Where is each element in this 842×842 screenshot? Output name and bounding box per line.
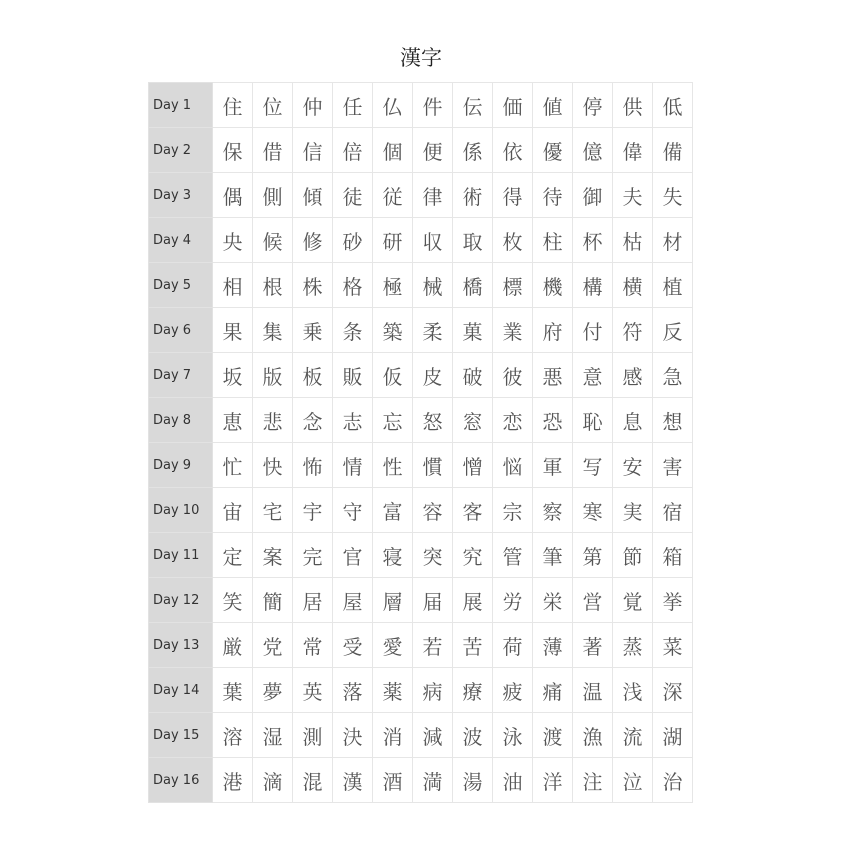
kanji-cell: 湯: [453, 758, 493, 803]
kanji-cell: 破: [453, 353, 493, 398]
kanji-cell: 温: [573, 668, 613, 713]
kanji-cell: 療: [453, 668, 493, 713]
kanji-table-body: [149, 83, 693, 803]
kanji-cell: 情: [333, 443, 373, 488]
kanji-cell: 箱: [653, 533, 693, 578]
kanji-cell: 快: [253, 443, 293, 488]
kanji-cell: 洋: [533, 758, 573, 803]
day-label: Day 8: [149, 398, 213, 443]
kanji-cell: 乗: [293, 308, 333, 353]
kanji-cell: 党: [253, 623, 293, 668]
kanji-cell: 側: [253, 173, 293, 218]
kanji-cell: 傾: [293, 173, 333, 218]
kanji-cell: 横: [613, 263, 653, 308]
kanji-cell: 業: [493, 308, 533, 353]
kanji-cell: 英: [293, 668, 333, 713]
kanji-cell: 痛: [533, 668, 573, 713]
kanji-cell: 泳: [493, 713, 533, 758]
kanji-cell: 恵: [213, 398, 253, 443]
table-row: [149, 128, 693, 173]
kanji-cell: 修: [293, 218, 333, 263]
kanji-cell: 荷: [493, 623, 533, 668]
day-label: Day 2: [149, 128, 213, 173]
kanji-cell: 失: [653, 173, 693, 218]
kanji-cell: 溶: [213, 713, 253, 758]
day-label: Day 1: [149, 83, 213, 128]
kanji-cell: 任: [333, 83, 373, 128]
table-row: [149, 308, 693, 353]
kanji-cell: 忙: [213, 443, 253, 488]
kanji-cell: 夫: [613, 173, 653, 218]
kanji-cell: 恋: [493, 398, 533, 443]
kanji-cell: 第: [573, 533, 613, 578]
kanji-cell: 厳: [213, 623, 253, 668]
kanji-cell: 従: [373, 173, 413, 218]
page-title: 漢字: [400, 46, 442, 70]
day-label: Day 5: [149, 263, 213, 308]
kanji-cell: 挙: [653, 578, 693, 623]
kanji-cell: 宿: [653, 488, 693, 533]
kanji-cell: 察: [533, 488, 573, 533]
kanji-cell: 件: [413, 83, 453, 128]
kanji-cell: 漢: [333, 758, 373, 803]
kanji-cell: 仏: [373, 83, 413, 128]
kanji-cell: 展: [453, 578, 493, 623]
kanji-cell: 反: [653, 308, 693, 353]
kanji-cell: 薄: [533, 623, 573, 668]
kanji-cell: 葉: [213, 668, 253, 713]
table-row: [149, 488, 693, 533]
kanji-cell: 官: [333, 533, 373, 578]
kanji-cell: 便: [413, 128, 453, 173]
kanji-cell: 簡: [253, 578, 293, 623]
kanji-cell: 仮: [373, 353, 413, 398]
kanji-cell: 滴: [253, 758, 293, 803]
kanji-cell: 忘: [373, 398, 413, 443]
table-row: [149, 443, 693, 488]
kanji-cell: 供: [613, 83, 653, 128]
kanji-cell: 砂: [333, 218, 373, 263]
kanji-cell: 住: [213, 83, 253, 128]
kanji-cell: 怒: [413, 398, 453, 443]
kanji-cell: 術: [453, 173, 493, 218]
kanji-cell: 愛: [373, 623, 413, 668]
day-label: Day 15: [149, 713, 213, 758]
kanji-cell: 待: [533, 173, 573, 218]
kanji-cell: 杯: [573, 218, 613, 263]
kanji-cell: 標: [493, 263, 533, 308]
kanji-cell: 備: [653, 128, 693, 173]
kanji-cell: 坂: [213, 353, 253, 398]
kanji-cell: 満: [413, 758, 453, 803]
day-label: Day 16: [149, 758, 213, 803]
kanji-cell: 取: [453, 218, 493, 263]
kanji-cell: 安: [613, 443, 653, 488]
kanji-cell: 械: [413, 263, 453, 308]
kanji-cell: 格: [333, 263, 373, 308]
kanji-cell: 得: [493, 173, 533, 218]
kanji-cell: 悲: [253, 398, 293, 443]
kanji-cell: 薬: [373, 668, 413, 713]
kanji-cell: 感: [613, 353, 653, 398]
kanji-cell: 果: [213, 308, 253, 353]
kanji-cell: 条: [333, 308, 373, 353]
day-label: Day 14: [149, 668, 213, 713]
kanji-cell: 守: [333, 488, 373, 533]
kanji-cell: 笑: [213, 578, 253, 623]
kanji-cell: 実: [613, 488, 653, 533]
kanji-cell: 測: [293, 713, 333, 758]
kanji-cell: 管: [493, 533, 533, 578]
kanji-cell: 居: [293, 578, 333, 623]
kanji-cell: 収: [413, 218, 453, 263]
kanji-cell: 常: [293, 623, 333, 668]
kanji-cell: 億: [573, 128, 613, 173]
kanji-cell: 研: [373, 218, 413, 263]
kanji-cell: 怖: [293, 443, 333, 488]
kanji-cell: 筆: [533, 533, 573, 578]
kanji-cell: 宅: [253, 488, 293, 533]
kanji-cell: 偉: [613, 128, 653, 173]
kanji-cell: 疲: [493, 668, 533, 713]
kanji-cell: 病: [413, 668, 453, 713]
table-row: [149, 668, 693, 713]
kanji-cell: 彼: [493, 353, 533, 398]
kanji-cell: 治: [653, 758, 693, 803]
kanji-cell: 伝: [453, 83, 493, 128]
kanji-cell: 販: [333, 353, 373, 398]
day-label: Day 6: [149, 308, 213, 353]
kanji-cell: 写: [573, 443, 613, 488]
kanji-cell: 菜: [653, 623, 693, 668]
kanji-cell: 偶: [213, 173, 253, 218]
kanji-cell: 窓: [453, 398, 493, 443]
kanji-cell: 皮: [413, 353, 453, 398]
table-row: [149, 83, 693, 128]
kanji-cell: 性: [373, 443, 413, 488]
kanji-cell: 届: [413, 578, 453, 623]
kanji-cell: 優: [533, 128, 573, 173]
kanji-cell: 借: [253, 128, 293, 173]
kanji-cell: 労: [493, 578, 533, 623]
kanji-cell: 悪: [533, 353, 573, 398]
kanji-cell: 恥: [573, 398, 613, 443]
kanji-cell: 油: [493, 758, 533, 803]
kanji-cell: 御: [573, 173, 613, 218]
day-label: Day 10: [149, 488, 213, 533]
kanji-cell: 想: [653, 398, 693, 443]
kanji-cell: 板: [293, 353, 333, 398]
kanji-cell: 倍: [333, 128, 373, 173]
kanji-cell: 橋: [453, 263, 493, 308]
kanji-cell: 相: [213, 263, 253, 308]
kanji-cell: 注: [573, 758, 613, 803]
kanji-cell: 根: [253, 263, 293, 308]
day-label: Day 11: [149, 533, 213, 578]
day-label: Day 12: [149, 578, 213, 623]
kanji-cell: 富: [373, 488, 413, 533]
kanji-cell: 念: [293, 398, 333, 443]
kanji-cell: 柱: [533, 218, 573, 263]
kanji-cell: 軍: [533, 443, 573, 488]
kanji-cell: 恐: [533, 398, 573, 443]
day-label: Day 3: [149, 173, 213, 218]
kanji-cell: 菓: [453, 308, 493, 353]
kanji-cell: 決: [333, 713, 373, 758]
kanji-cell: 構: [573, 263, 613, 308]
kanji-cell: 築: [373, 308, 413, 353]
kanji-cell: 営: [573, 578, 613, 623]
table-row: [149, 218, 693, 263]
table-row: [149, 263, 693, 308]
kanji-cell: 植: [653, 263, 693, 308]
kanji-cell: 版: [253, 353, 293, 398]
kanji-cell: 覚: [613, 578, 653, 623]
day-label: Day 4: [149, 218, 213, 263]
kanji-cell: 湿: [253, 713, 293, 758]
kanji-cell: 付: [573, 308, 613, 353]
kanji-cell: 完: [293, 533, 333, 578]
kanji-cell: 受: [333, 623, 373, 668]
kanji-cell: 混: [293, 758, 333, 803]
table-row: [149, 173, 693, 218]
kanji-cell: 宇: [293, 488, 333, 533]
kanji-cell: 仲: [293, 83, 333, 128]
kanji-table: [148, 82, 693, 803]
kanji-cell: 依: [493, 128, 533, 173]
kanji-cell: 候: [253, 218, 293, 263]
kanji-cell: 害: [653, 443, 693, 488]
kanji-cell: 層: [373, 578, 413, 623]
kanji-cell: 低: [653, 83, 693, 128]
kanji-cell: 柔: [413, 308, 453, 353]
table-row: [149, 623, 693, 668]
kanji-cell: 息: [613, 398, 653, 443]
kanji-cell: 慣: [413, 443, 453, 488]
kanji-cell: 株: [293, 263, 333, 308]
table-row: [149, 353, 693, 398]
kanji-cell: 著: [573, 623, 613, 668]
kanji-cell: 容: [413, 488, 453, 533]
kanji-cell: 徒: [333, 173, 373, 218]
kanji-cell: 客: [453, 488, 493, 533]
kanji-cell: 位: [253, 83, 293, 128]
table-row: [149, 713, 693, 758]
table-row: [149, 533, 693, 578]
kanji-cell: 流: [613, 713, 653, 758]
kanji-cell: 若: [413, 623, 453, 668]
kanji-cell: 集: [253, 308, 293, 353]
kanji-cell: 寒: [573, 488, 613, 533]
kanji-cell: 律: [413, 173, 453, 218]
kanji-cell: 宙: [213, 488, 253, 533]
kanji-cell: 酒: [373, 758, 413, 803]
kanji-cell: 枯: [613, 218, 653, 263]
kanji-cell: 突: [413, 533, 453, 578]
kanji-cell: 苦: [453, 623, 493, 668]
kanji-cell: 悩: [493, 443, 533, 488]
kanji-cell: 符: [613, 308, 653, 353]
kanji-cell: 節: [613, 533, 653, 578]
kanji-cell: 落: [333, 668, 373, 713]
kanji-cell: 波: [453, 713, 493, 758]
kanji-cell: 志: [333, 398, 373, 443]
kanji-cell: 漁: [573, 713, 613, 758]
kanji-cell: 枚: [493, 218, 533, 263]
kanji-cell: 意: [573, 353, 613, 398]
kanji-cell: 係: [453, 128, 493, 173]
table-row: [149, 758, 693, 803]
kanji-cell: 定: [213, 533, 253, 578]
kanji-cell: 機: [533, 263, 573, 308]
kanji-cell: 宗: [493, 488, 533, 533]
kanji-cell: 深: [653, 668, 693, 713]
kanji-cell: 停: [573, 83, 613, 128]
kanji-cell: 保: [213, 128, 253, 173]
kanji-cell: 価: [493, 83, 533, 128]
kanji-cell: 浅: [613, 668, 653, 713]
kanji-cell: 港: [213, 758, 253, 803]
kanji-cell: 府: [533, 308, 573, 353]
kanji-cell: 極: [373, 263, 413, 308]
kanji-cell: 屋: [333, 578, 373, 623]
kanji-cell: 夢: [253, 668, 293, 713]
kanji-cell: 泣: [613, 758, 653, 803]
kanji-cell: 究: [453, 533, 493, 578]
kanji-cell: 湖: [653, 713, 693, 758]
kanji-cell: 憎: [453, 443, 493, 488]
kanji-cell: 個: [373, 128, 413, 173]
kanji-cell: 消: [373, 713, 413, 758]
kanji-cell: 値: [533, 83, 573, 128]
kanji-cell: 案: [253, 533, 293, 578]
kanji-cell: 渡: [533, 713, 573, 758]
kanji-cell: 信: [293, 128, 333, 173]
day-label: Day 13: [149, 623, 213, 668]
day-label: Day 7: [149, 353, 213, 398]
kanji-cell: 材: [653, 218, 693, 263]
day-label: Day 9: [149, 443, 213, 488]
kanji-cell: 蒸: [613, 623, 653, 668]
table-row: [149, 398, 693, 443]
kanji-cell: 急: [653, 353, 693, 398]
kanji-cell: 寝: [373, 533, 413, 578]
table-row: [149, 578, 693, 623]
kanji-cell: 減: [413, 713, 453, 758]
kanji-cell: 栄: [533, 578, 573, 623]
kanji-cell: 央: [213, 218, 253, 263]
